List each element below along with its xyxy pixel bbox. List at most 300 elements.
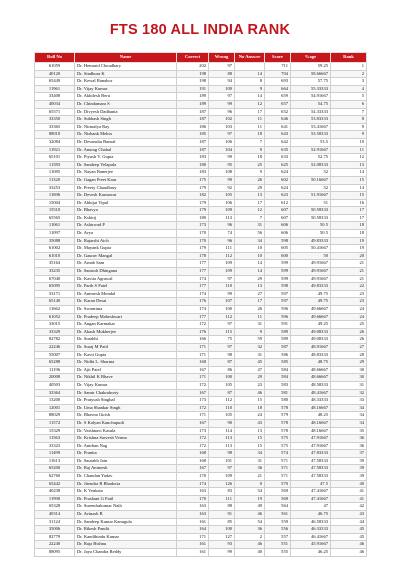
roll-no-cell: 35088 [35, 237, 75, 245]
rank-cell: 39 [331, 473, 367, 481]
name-cell: Dr. Bhavna Girish [75, 412, 177, 420]
name-cell: Dr. Rikesh Pandit [75, 526, 177, 534]
wrong-cell: 100 [209, 374, 235, 382]
correct-cell: 166 [177, 336, 209, 344]
roll-no-cell: 40503 [35, 381, 75, 389]
roll-no-cell: 65095 [35, 283, 75, 291]
no-answer-cell: 9 [235, 328, 265, 336]
percentage-cell: 52.75 [291, 154, 331, 162]
column-header-score: Score [265, 53, 291, 63]
no-answer-cell: 10 [235, 252, 265, 260]
rank-cell: 45 [331, 533, 367, 541]
roll-no-cell: 55007 [35, 351, 75, 359]
rank-cell: 18 [331, 222, 367, 230]
roll-no-cell: 11662 [35, 306, 75, 314]
roll-no-cell: 61010 [35, 252, 75, 260]
correct-cell: 161 [177, 541, 209, 549]
rank-cell: 41 [331, 495, 367, 503]
no-answer-cell: 14 [235, 268, 265, 276]
table-row [35, 381, 367, 389]
roll-no-cell: 33323 [35, 442, 75, 450]
roll-no-cell: 13200 [35, 397, 75, 405]
roll-no-cell: 65140 [35, 298, 75, 306]
table-row [35, 78, 367, 86]
table-row [35, 85, 367, 93]
score-cell: 625 [265, 161, 291, 169]
column-header-name: Name [75, 53, 177, 63]
score-cell: 606 [265, 222, 291, 230]
percentage-cell: 53.58333 [291, 131, 331, 139]
wrong-cell: 106 [209, 138, 235, 146]
percentage-cell: 50.41667 [291, 245, 331, 253]
wrong-cell: 86 [209, 366, 235, 374]
score-cell: 643 [265, 131, 291, 139]
correct-cell: 164 [177, 526, 209, 534]
wrong-cell: 97 [209, 93, 235, 101]
correct-cell: 186 [177, 123, 209, 131]
score-cell: 652 [265, 108, 291, 116]
score-cell: 612 [265, 199, 291, 207]
correct-cell: 168 [177, 359, 209, 367]
score-cell: 584 [265, 366, 291, 374]
table-row [35, 412, 367, 420]
no-answer-cell: 15 [235, 397, 265, 405]
correct-cell: 179 [177, 207, 209, 215]
name-cell: Dr. Ashirwad P [75, 222, 177, 230]
rank-cell: 24 [331, 313, 367, 321]
roll-no-cell: 40314 [35, 511, 75, 519]
score-cell: 607 [265, 214, 291, 222]
score-cell: 574 [265, 450, 291, 458]
table-body [35, 63, 367, 557]
percentage-cell: 48.66667 [291, 366, 331, 374]
no-answer-cell: 13 [235, 283, 265, 291]
rank-cell: 17 [331, 207, 367, 215]
correct-cell: 173 [177, 222, 209, 230]
table-row [35, 298, 367, 306]
rank-cell: 9 [331, 131, 367, 139]
no-answer-cell: 46 [235, 511, 265, 519]
wrong-cell: 99 [209, 549, 235, 557]
name-cell: Dr. Vijay Kumar [75, 85, 177, 93]
percentage-cell: 58.66667 [291, 70, 331, 78]
rank-cell: 36 [331, 442, 367, 450]
no-answer-cell: 11 [235, 123, 265, 131]
no-answer-cell: 11 [235, 313, 265, 321]
wrong-cell: 105 [209, 381, 235, 389]
percentage-cell: 49.66667 [291, 306, 331, 314]
percentage-cell: 48.33333 [291, 397, 331, 405]
name-cell: Dr. Akash Mukherjee [75, 328, 177, 336]
percentage-cell: 52.91667 [291, 146, 331, 154]
no-answer-cell: 21 [235, 473, 265, 481]
no-answer-cell: 25 [235, 161, 265, 169]
rank-cell: 13 [331, 161, 367, 169]
name-cell: Dr. Prashant G Patil [75, 495, 177, 503]
table-row [35, 268, 367, 276]
roll-no-cell: 35006 [35, 526, 75, 534]
wrong-cell: 111 [209, 245, 235, 253]
correct-cell: 172 [177, 404, 209, 412]
name-cell: Dr. Vaishnavi Kasula [75, 427, 177, 435]
wrong-cell: 101 [209, 457, 235, 465]
name-cell: Dr. Raj Animesh [75, 465, 177, 473]
correct-cell: 198 [177, 70, 209, 78]
rank-cell: 31 [331, 381, 367, 389]
percentage-cell: 49.08333 [291, 336, 331, 344]
rank-cell: 21 [331, 260, 367, 268]
correct-cell: 175 [177, 176, 209, 184]
wrong-cell: 114 [209, 427, 235, 435]
no-answer-cell: 31 [235, 457, 265, 465]
correct-cell: 174 [177, 275, 209, 283]
percentage-cell: 46.58333 [291, 518, 331, 526]
table-row [35, 503, 367, 511]
roll-no-cell: 11320 [35, 176, 75, 184]
correct-cell: 187 [177, 146, 209, 154]
wrong-cell: 91 [209, 511, 235, 519]
percentage-cell: 47 [291, 503, 331, 511]
score-cell: 591 [265, 321, 291, 329]
name-cell: Dr. Nayan Banerjee [75, 169, 177, 177]
no-answer-cell: 27 [235, 290, 265, 298]
name-cell: Dr. Nirmalya Ray [75, 123, 177, 131]
correct-cell: 163 [177, 503, 209, 511]
wrong-cell: 127 [209, 533, 235, 541]
no-answer-cell: 54 [235, 518, 265, 526]
percentage-cell: 49.25 [291, 321, 331, 329]
percentage-cell: 47.58333 [291, 465, 331, 473]
correct-cell: 177 [177, 313, 209, 321]
table-row [35, 154, 367, 162]
table-row [35, 184, 367, 192]
score-cell: 575 [265, 435, 291, 443]
percentage-cell: 53.5 [291, 138, 331, 146]
score-cell: 600 [265, 252, 291, 260]
score-cell: 557 [265, 533, 291, 541]
rank-cell: 45 [331, 526, 367, 534]
name-cell: Dr. Bhavya [75, 207, 177, 215]
rank-cell: 21 [331, 268, 367, 276]
roll-no-cell: 65442 [35, 480, 75, 488]
score-cell: 571 [265, 465, 291, 473]
no-answer-cell: 15 [235, 435, 265, 443]
name-cell: Dr. Raja Bishnu [75, 541, 177, 549]
correct-cell: 171 [177, 533, 209, 541]
name-cell: Dr. Chindamara S [75, 100, 177, 108]
name-cell: Dr. Abhijat Vipul [75, 199, 177, 207]
percentage-cell: 49.83333 [291, 283, 331, 291]
rank-cell: 14 [331, 169, 367, 177]
roll-no-cell: 11061 [35, 222, 75, 230]
name-cell: Dr. Anurag Chahal [75, 146, 177, 154]
rank-cell: 22 [331, 283, 367, 291]
name-cell: Dr. Jitendra B Bhadoria [75, 480, 177, 488]
correct-cell: 161 [177, 549, 209, 557]
no-answer-cell: 19 [235, 495, 265, 503]
name-cell: Dr. Pratyush Singhal [75, 397, 177, 405]
no-answer-cell: 9 [235, 146, 265, 154]
no-answer-cell: 2 [235, 533, 265, 541]
no-answer-cell: 14 [235, 260, 265, 268]
roll-no-cell: 33171 [35, 290, 75, 298]
table-row [35, 169, 367, 177]
table-row [35, 473, 367, 481]
name-cell: Dr. Angan Karmakar [75, 321, 177, 329]
percentage-cell: 47.41667 [291, 495, 331, 503]
table-row [35, 397, 367, 405]
rank-table [34, 52, 367, 557]
correct-cell: 202 [177, 63, 209, 71]
name-cell: Dr. Preety Chaudhary [75, 184, 177, 192]
table-row [35, 404, 367, 412]
name-cell: Dr. Nidhi L. Sharma [75, 359, 177, 367]
rank-cell: 34 [331, 419, 367, 427]
percentage-cell: 57.75 [291, 78, 331, 86]
table-row [35, 336, 367, 344]
name-cell: Dr. Sandeep Kumar Kanugula [75, 518, 177, 526]
correct-cell: 172 [177, 381, 209, 389]
wrong-cell: 113 [209, 442, 235, 450]
roll-no-cell: 22246 [35, 343, 75, 351]
no-answer-cell: 40 [235, 549, 265, 557]
correct-cell: 178 [177, 252, 209, 260]
score-cell: 657 [265, 100, 291, 108]
wrong-cell: 113 [209, 214, 235, 222]
wrong-cell: 90 [209, 419, 235, 427]
percentage-cell: 49.91667 [291, 268, 331, 276]
wrong-cell: 97 [209, 275, 235, 283]
name-cell: Dr. Sandeep Velapula [75, 161, 177, 169]
rank-cell: 41 [331, 488, 367, 496]
correct-cell: 180 [177, 214, 209, 222]
roll-no-cell: 88095 [35, 549, 75, 557]
rank-cell: 42 [331, 503, 367, 511]
score-cell: 583 [265, 381, 291, 389]
rank-cell: 32 [331, 389, 367, 397]
rank-cell: 16 [331, 199, 367, 207]
name-cell: Dr. Divyesh Dadhania [75, 108, 177, 116]
score-cell: 581 [265, 389, 291, 397]
wrong-cell: 105 [209, 192, 235, 200]
correct-cell: 171 [177, 343, 209, 351]
percentage-cell: 49.66667 [291, 313, 331, 321]
rank-cell: 29 [331, 359, 367, 367]
roll-no-cell: 61052 [35, 313, 75, 321]
score-cell: 624 [265, 169, 291, 177]
rank-cell: 5 [331, 93, 367, 101]
name-cell: Dr. Surendrakumar Nath [75, 503, 177, 511]
no-answer-cell: 36 [235, 465, 265, 473]
percentage-cell: 50 [291, 252, 331, 260]
rank-cell: 44 [331, 518, 367, 526]
score-cell: 564 [265, 503, 291, 511]
table-row [35, 192, 367, 200]
rank-cell: 24 [331, 306, 367, 314]
name-cell: Dr. Parth S Patel [75, 283, 177, 291]
roll-no-cell: 33235 [35, 268, 75, 276]
correct-cell: 187 [177, 138, 209, 146]
score-cell: 646 [265, 116, 291, 124]
rank-cell: 26 [331, 336, 367, 344]
correct-cell: 171 [177, 374, 209, 382]
no-answer-cell: 31 [235, 321, 265, 329]
score-cell: 599 [265, 268, 291, 276]
percentage-cell: 50.5 [291, 222, 331, 230]
no-answer-cell: 11 [235, 116, 265, 124]
correct-cell: 179 [177, 245, 209, 253]
table-row [35, 313, 367, 321]
table-row [35, 419, 367, 427]
no-answer-cell: 10 [235, 245, 265, 253]
score-cell: 570 [265, 480, 291, 488]
correct-cell: 171 [177, 412, 209, 420]
rank-cell: 28 [331, 351, 367, 359]
name-cell: Dr. Suraj M Patil [75, 343, 177, 351]
percentage-cell: 54.91667 [291, 93, 331, 101]
name-cell: Dr. Sindhura K [75, 70, 177, 78]
wrong-cell: 94 [209, 78, 235, 86]
wrong-cell: 105 [209, 412, 235, 420]
correct-cell: 170 [177, 473, 209, 481]
wrong-cell: 109 [209, 268, 235, 276]
no-answer-cell: 14 [235, 70, 265, 78]
rank-cell: 39 [331, 457, 367, 465]
no-answer-cell: 24 [235, 412, 265, 420]
wrong-cell: 106 [209, 199, 235, 207]
wrong-cell: 87 [209, 389, 235, 397]
score-cell: 598 [265, 237, 291, 245]
table-row [35, 283, 367, 291]
no-answer-cell: 56 [235, 230, 265, 238]
table-row [35, 245, 367, 253]
correct-cell: 187 [177, 108, 209, 116]
roll-no-cell: 62760 [35, 473, 75, 481]
rank-cell: 30 [331, 366, 367, 374]
column-header-rank: Rank [331, 53, 367, 63]
wrong-cell: 104 [209, 146, 235, 154]
correct-cell: 179 [177, 184, 209, 192]
roll-no-cell: 65200 [35, 465, 75, 473]
correct-cell: 170 [177, 237, 209, 245]
wrong-cell: 109 [209, 473, 235, 481]
table-row [35, 351, 367, 359]
table-row [35, 465, 367, 473]
percentage-cell: 53.83333 [291, 116, 331, 124]
roll-no-cell: 20008 [35, 374, 75, 382]
correct-cell: 172 [177, 435, 209, 443]
name-cell: Dr. Karan Desai [75, 298, 177, 306]
table-row [35, 275, 367, 283]
no-answer-cell: 12 [235, 207, 265, 215]
roll-no-cell: 65449 [35, 78, 75, 86]
score-cell: 599 [265, 275, 291, 283]
roll-no-cell: 88029 [35, 412, 75, 420]
rank-cell: 4 [331, 85, 367, 93]
no-answer-cell: 13 [235, 427, 265, 435]
wrong-cell: 100 [209, 526, 235, 534]
wrong-cell: 107 [209, 298, 235, 306]
score-cell: 587 [265, 343, 291, 351]
rank-cell: 26 [331, 328, 367, 336]
wrong-cell: 113 [209, 435, 235, 443]
wrong-cell: 97 [209, 321, 235, 329]
score-cell: 606 [265, 230, 291, 238]
table-row [35, 480, 367, 488]
rank-cell: 20 [331, 252, 367, 260]
percentage-cell: 54.33333 [291, 108, 331, 116]
correct-cell: 176 [177, 328, 209, 336]
wrong-cell: 97 [209, 343, 235, 351]
score-cell: 589 [265, 336, 291, 344]
score-cell: 598 [265, 283, 291, 291]
roll-no-cell: 33253 [35, 184, 75, 192]
wrong-cell: 103 [209, 123, 235, 131]
name-cell: Dr. Rajarshi Aich [75, 237, 177, 245]
name-cell: Dr. Subhash Singh [75, 116, 177, 124]
score-cell: 596 [265, 306, 291, 314]
wrong-cell: 100 [209, 85, 235, 93]
name-cell: Dr. Santosh Dhingana [75, 268, 177, 276]
table-row [35, 146, 367, 154]
percentage-cell: 48.91667 [291, 343, 331, 351]
name-cell: Dr. Surabhi [75, 336, 177, 344]
table-row [35, 207, 367, 215]
name-cell: Dr. Gaurav Mangal [75, 252, 177, 260]
percentage-cell: 50.58333 [291, 207, 331, 215]
correct-cell: 183 [177, 169, 209, 177]
roll-no-cell: 11990 [35, 495, 75, 503]
percentage-cell: 45.91667 [291, 541, 331, 549]
column-header-wrong: Wrong [209, 53, 235, 63]
name-cell: Dr. Kandibindu Kumar [75, 533, 177, 541]
roll-no-cell: 11583 [35, 161, 75, 169]
wrong-cell: 88 [209, 70, 235, 78]
table-row [35, 321, 367, 329]
roll-no-cell: 65571 [35, 108, 75, 116]
no-answer-cell: 47 [235, 366, 265, 374]
no-answer-cell: 29 [235, 184, 265, 192]
percentage-cell: 48.83333 [291, 351, 331, 359]
wrong-cell: 109 [209, 207, 235, 215]
score-cell: 556 [265, 526, 291, 534]
table-header [35, 53, 367, 63]
table-row [35, 237, 367, 245]
wrong-cell: 110 [209, 283, 235, 291]
no-answer-cell: 18 [235, 131, 265, 139]
no-answer-cell: 46 [235, 389, 265, 397]
correct-cell: 183 [177, 154, 209, 162]
correct-cell: 185 [177, 131, 209, 139]
score-cell: 555 [265, 549, 291, 557]
roll-no-cell: 15004 [35, 199, 75, 207]
no-answer-cell: 17 [235, 108, 265, 116]
wrong-cell: 97 [209, 131, 235, 139]
score-cell: 693 [265, 78, 291, 86]
score-cell: 561 [265, 511, 291, 519]
percentage-cell: 48.16667 [291, 419, 331, 427]
percentage-cell: 46.25 [291, 549, 331, 557]
correct-cell: 167 [177, 465, 209, 473]
rank-cell: 23 [331, 290, 367, 298]
table-row [35, 222, 367, 230]
no-answer-cell: 26 [235, 306, 265, 314]
percentage-cell: 53.41667 [291, 123, 331, 131]
percentage-cell: 46.33333 [291, 526, 331, 534]
rank-cell: 18 [331, 230, 367, 238]
table-row [35, 63, 367, 71]
correct-cell: 171 [177, 351, 209, 359]
